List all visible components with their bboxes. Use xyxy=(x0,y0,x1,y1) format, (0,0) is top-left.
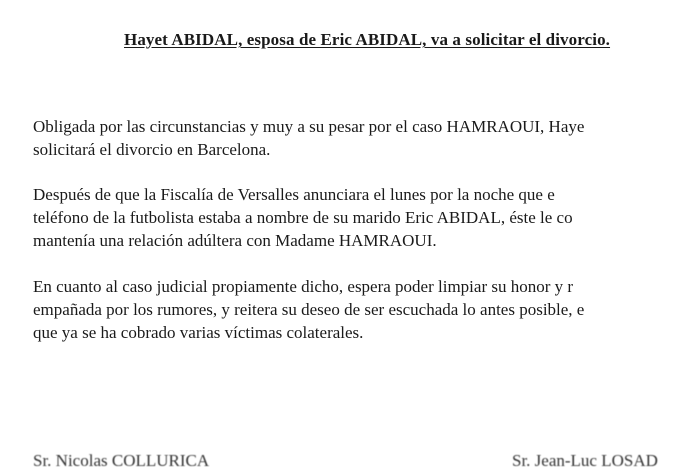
paragraph-line: Después de que la Fiscalía de Versalles anunciara el lunes por la noche que e xyxy=(33,185,555,204)
paragraph-line: En cuanto al caso judicial propiamente dicho, espera poder limpiar su honor y r xyxy=(33,277,574,296)
paragraph-2 xyxy=(33,183,693,252)
paragraph-line: teléfono de la futbolista estaba a nombre de su marido Eric ABIDAL, éste le co xyxy=(33,208,573,227)
signature-right: Sr. Jean-Luc LOSAD xyxy=(512,451,658,470)
document-title: Hayet ABIDAL, esposa de Eric ABIDAL, va a solicitar el divorcio. xyxy=(124,30,611,49)
paragraph-line: empañada por los rumores, y reitera su deseo de ser escuchada lo antes posible, e xyxy=(33,300,585,319)
paragraph-line: Obligada por las circunstancias y muy a su pesar por el caso HAMRAOUI, Haye xyxy=(33,117,585,136)
paragraph-1 xyxy=(33,115,693,161)
paragraph-line: mantenía una relación adúltera con Madame HAMRAOUI. xyxy=(33,231,437,250)
signature-left: Sr. Nicolas COLLURICA xyxy=(33,451,210,470)
paragraph-line: solicitará el divorcio en Barcelona. xyxy=(33,140,271,159)
paragraph-3 xyxy=(33,275,693,344)
paragraph-line: que ya se ha cobrado varias víctimas colaterales. xyxy=(33,323,364,342)
